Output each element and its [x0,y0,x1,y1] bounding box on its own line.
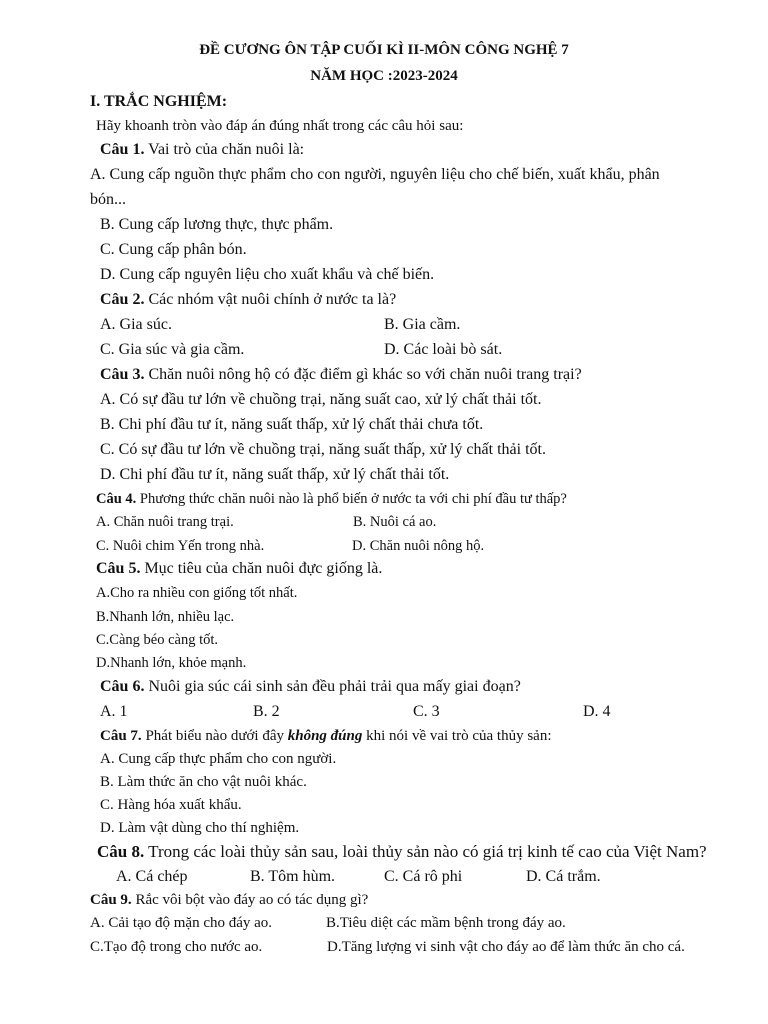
question-label: Câu 3. [100,366,145,383]
q6-option-b: B. 2 [253,703,280,720]
question-label: Câu 9. [90,892,132,908]
q8-option-b: B. Tôm hùm. [250,868,336,885]
q5-option-d: D.Nhanh lớn, khỏe mạnh. [96,655,247,671]
q2-option-c: C. Gia súc và gia cầm. [100,341,245,358]
question-label: Câu 6. [100,678,145,695]
q7-option-b: B. Làm thức ăn cho vật nuôi khác. [100,774,307,790]
q8-option-c: C. Cá rô phi [384,868,463,885]
q7-option-c: C. Hàng hóa xuất khẩu. [100,797,242,813]
q9-option-a: A. Cải tạo độ mặn cho đáy ao. [90,915,273,931]
question-1 [100,140,304,160]
q9-option-b: B.Tiêu diệt các mầm bệnh trong đáy ao. [326,915,566,931]
q1-option-a-line2: bón... [90,191,126,208]
document-title: ĐỀ CƯƠNG ÔN TẬP CUỐI KÌ II-MÔN CÔNG NGHỆ 7 [199,42,569,58]
question-emphasis: không đúng [287,728,363,744]
q5-option-a: A.Cho ra nhiều con giống tốt nhất. [96,585,298,601]
q2-option-b: B. Gia cầm. [384,316,461,333]
q2-option-a: A. Gia súc. [100,316,172,333]
question-9 [90,890,368,910]
question-8 [97,842,707,862]
q2-option-d: D. Các loài bò sát. [384,341,503,358]
q4-option-b: B. Nuôi cá ao. [353,514,437,530]
q3-option-a: A. Có sự đầu tư lớn về chuồng trại, năng suất cao, xử lý chất thải tốt. [100,391,542,408]
question-6 [100,677,521,697]
question-text: Các nhóm vật nuôi chính ở nước ta là? [144,291,397,308]
question-text: Vai trò của chăn nuôi là: [144,141,305,158]
question-label: Câu 1. [100,141,145,158]
question-label: Câu 5. [96,560,141,577]
q6-option-d: D. 4 [583,703,611,720]
q3-option-c: C. Có sự đầu tư lớn về chuồng trại, năng suất thấp, xử lý chất thải tốt. [100,441,546,458]
question-text: Phương thức chăn nuôi nào là phổ biến ở nước ta với chi phí đầu tư thấp? [136,491,567,507]
question-text-tail: khi nói về vai trò của thủy sản: [362,728,552,744]
q5-option-b: B.Nhanh lớn, nhiều lạc. [96,609,235,625]
q7-option-a: A. Cung cấp thực phẩm cho con người. [100,751,337,767]
section-instruction: Hãy khoanh tròn vào đáp án đúng nhất trong các câu hỏi sau: [96,118,464,134]
q6-option-a: A. 1 [100,703,128,720]
question-text: Trong các loài thủy sản sau, loài thủy sản nào có giá trị kinh tế cao của Việt Nam? [144,842,707,861]
q1-option-b: B. Cung cấp lương thực, thực phẩm. [100,216,334,233]
q9-option-c: C.Tạo độ trong cho nước ao. [90,939,263,955]
q5-option-c: C.Càng béo càng tốt. [96,632,219,648]
q8-option-a: A. Cá chép [116,868,188,885]
section-heading: I. TRẮC NGHIỆM: [90,93,228,110]
q3-option-b: B. Chi phí đầu tư ít, năng suất thấp, xử lý chất thải chưa tốt. [100,416,484,433]
q1-option-d: D. Cung cấp nguyên liệu cho xuất khẩu và chế biến. [100,266,435,283]
question-label: Câu 2. [100,291,145,308]
q6-option-c: C. 3 [413,703,440,720]
question-text: Mục tiêu của chăn nuôi đực giống là. [140,560,383,577]
question-2 [100,290,396,310]
question-text: Rắc vôi bột vào đáy ao có tác dụng gì? [131,892,369,908]
question-label: Câu 4. [96,491,137,507]
q4-option-d: D. Chăn nuôi nông hộ. [352,538,485,554]
q7-option-d: D. Làm vật dùng cho thí nghiệm. [100,820,300,836]
question-5 [96,559,382,579]
question-text: Chăn nuôi nông hộ có đặc điểm gì khác so với chăn nuôi trang trại? [144,366,582,383]
q1-option-c: C. Cung cấp phân bón. [100,241,247,258]
question-3 [100,365,582,385]
question-label: Câu 7. [100,728,142,744]
q9-option-d: D.Tăng lượng vi sinh vật cho đáy ao để làm thức ăn cho cá. [327,939,685,955]
q3-option-d: D. Chi phí đầu tư ít, năng suất thấp, xử lý chất thải tốt. [100,466,450,483]
question-7 [100,726,552,746]
question-text: Nuôi gia súc cái sinh sản đều phải trải qua mấy giai đoạn? [144,678,521,695]
question-text: Phát biểu nào dưới đây [141,728,288,744]
question-4 [96,489,567,509]
school-year: NĂM HỌC :2023-2024 [310,68,458,84]
q1-option-a-line1: A. Cung cấp nguồn thực phẩm cho con người, nguyên liệu cho chế biến, xuất khẩu, phân [90,166,660,183]
question-label: Câu 8. [97,842,145,861]
q4-option-c: C. Nuôi chim Yến trong nhà. [96,538,265,554]
q4-option-a: A. Chăn nuôi trang trại. [96,514,234,530]
q8-option-d: D. Cá trắm. [526,868,601,885]
